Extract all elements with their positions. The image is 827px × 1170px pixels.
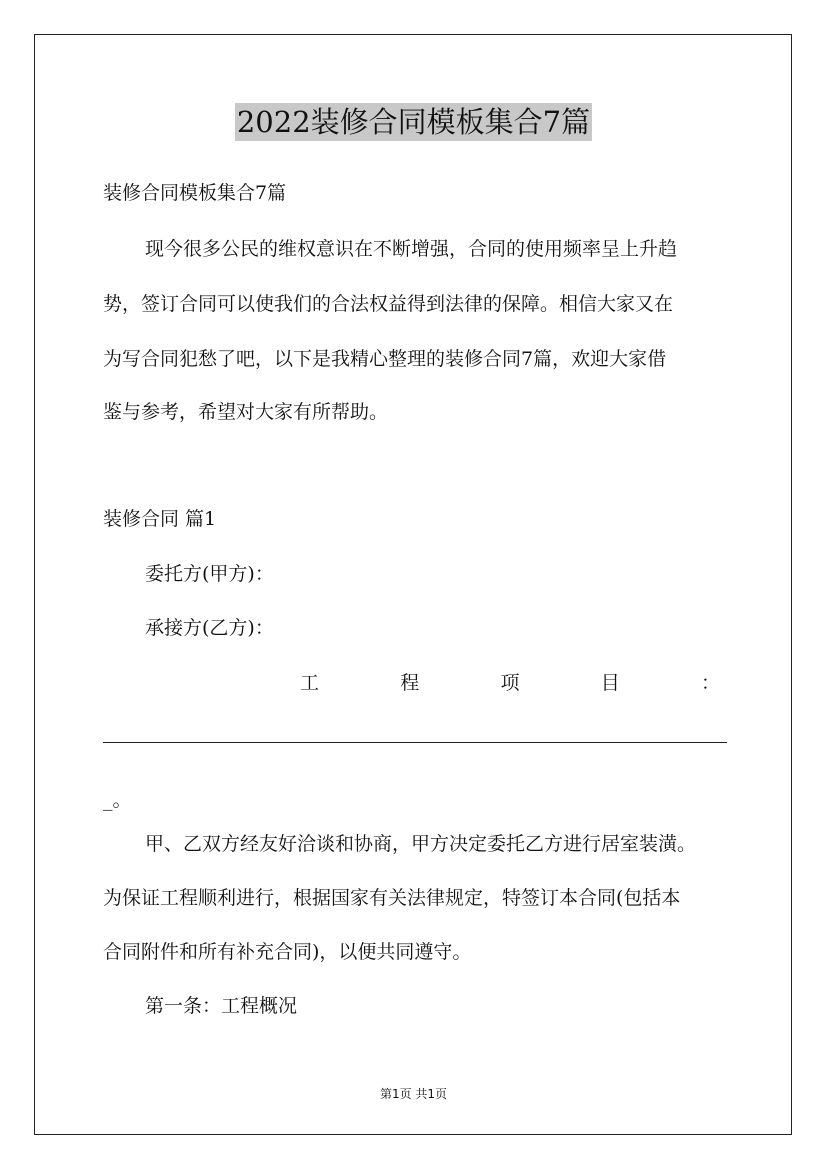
party-a-label: 委托方(甲方)： <box>145 563 274 585</box>
intro-line-1: 现今很多公民的维权意识在不断增强，合同的使用频率呈上升趋 <box>145 238 678 260</box>
document-subtitle: 装修合同模板集合7篇 <box>103 182 287 204</box>
project-blank-line <box>103 730 727 743</box>
intro-line-3: 为写合同犯愁了吧，以下是我精心整理的装修合同7篇，欢迎大家借 <box>103 348 667 370</box>
page-footer: 第1页 共1页 <box>379 1087 448 1101</box>
agreement-line-1: 甲、乙双方经友好洽谈和协商，甲方决定委托乙方进行居室装潢。 <box>145 833 697 855</box>
document-title: 2022装修合同模板集合7篇 <box>236 105 591 139</box>
project-label <box>300 668 720 695</box>
project-blank-tail: _。 <box>103 789 132 811</box>
project-char: ： <box>700 672 720 694</box>
article-1-heading: 第一条：工程概况 <box>145 995 298 1017</box>
agreement-line-3: 合同附件和所有补充合同)，以便共同遵守。 <box>103 941 472 963</box>
party-b-label: 承接方(乙方)： <box>145 617 274 639</box>
document-title-wrap <box>0 100 827 141</box>
project-char: 程 <box>400 672 420 694</box>
intro-line-4: 鉴与参考，希望对大家有所帮助。 <box>103 401 389 423</box>
project-char: 目 <box>600 672 620 694</box>
project-char: 项 <box>500 672 520 694</box>
project-char: 工 <box>300 672 320 694</box>
intro-line-2: 势，签订合同可以使我们的合法权益得到法律的保障。相信大家又在 <box>103 293 674 315</box>
agreement-line-2: 为保证工程顺利进行，根据国家有关法律规定，特签订本合同(包括本 <box>103 887 681 909</box>
section-heading: 装修合同 篇1 <box>103 508 217 530</box>
